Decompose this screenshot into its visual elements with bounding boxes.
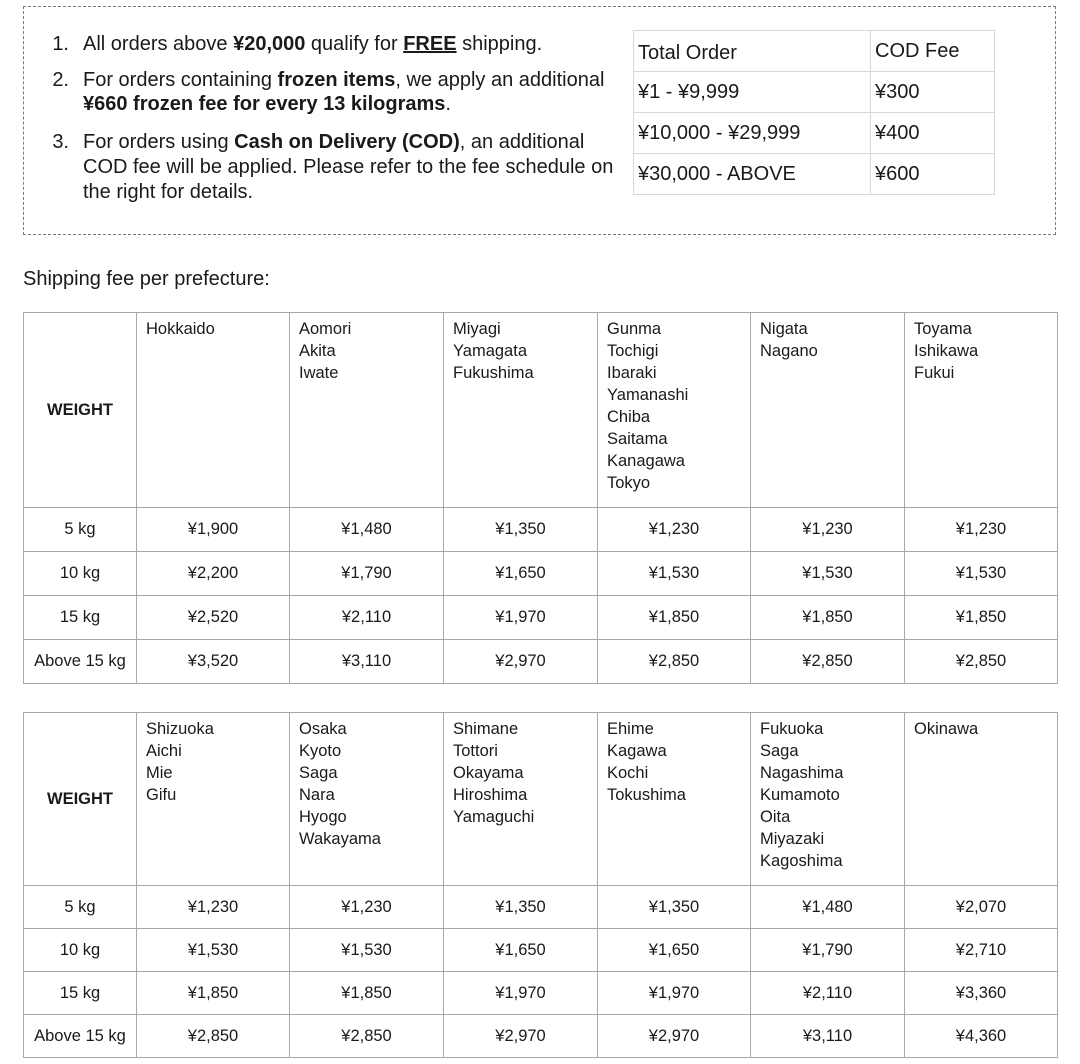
region-prefectures [751,313,905,508]
shipping-price: ¥1,970 [444,596,598,640]
note-text-bold: Cash on Delivery (COD) [234,131,460,153]
shipping-price: ¥2,850 [751,640,905,684]
prefecture-name: Gunma [607,320,662,338]
weight-row [24,972,1058,1015]
prefecture-name: Aomori [299,320,352,338]
region-header-row [24,713,1058,886]
weight-row [24,886,1058,929]
prefecture-name: Fukui [914,364,955,382]
note-text-part: shipping. [456,33,543,55]
shipping-price: ¥2,850 [905,640,1058,684]
cod-row [634,72,995,113]
shipping-price: ¥1,230 [598,508,751,552]
prefecture-name: Miyagi [453,320,501,338]
shipping-price: ¥2,850 [598,640,751,684]
shipping-price: ¥2,070 [905,886,1058,929]
note-item [49,68,624,116]
prefecture-name: Kagawa [607,742,667,760]
shipping-price: ¥1,970 [444,972,598,1015]
shipping-price: ¥2,110 [290,596,444,640]
note-text [83,131,613,203]
region-header-row [24,313,1058,508]
prefecture-name: Akita [299,342,336,360]
shipping-price: ¥1,900 [137,508,290,552]
note-text-part: For orders using [83,131,235,153]
shipping-price: ¥2,850 [137,1015,290,1058]
note-text [83,69,604,115]
cod-header-total-order: Total Order [634,31,871,72]
prefecture-name: Saitama [607,430,668,448]
weight-label: 10 kg [24,929,137,972]
weight-header: WEIGHT [24,313,137,508]
note-text-part: qualify for [305,33,404,55]
shipping-price: ¥2,200 [137,552,290,596]
prefecture-name: Toyama [914,320,972,338]
shipping-price: ¥1,350 [444,886,598,929]
prefecture-name: Kumamoto [760,786,840,804]
shipping-price: ¥1,790 [290,552,444,596]
shipping-price: ¥2,850 [290,1015,444,1058]
cod-range: ¥30,000 - ABOVE [634,154,871,195]
weight-label: 5 kg [24,886,137,929]
shipping-price: ¥4,360 [905,1015,1058,1058]
prefecture-name: Iwate [299,364,339,382]
note-text-bold: frozen items [277,69,396,91]
note-text-part: , we apply an additional [395,69,605,91]
prefecture-name: Hokkaido [146,320,215,338]
prefecture-name: Wakayama [299,830,381,848]
prefecture-name: Saga [760,742,799,760]
shipping-table-1 [23,312,1058,684]
prefecture-name: Yamaguchi [453,808,535,826]
weight-label: 15 kg [24,596,137,640]
prefecture-name: Tokushima [607,786,686,804]
shipping-price: ¥1,530 [751,552,905,596]
shipping-price: ¥1,850 [290,972,444,1015]
cod-fee: ¥600 [871,154,995,195]
region-prefectures [137,313,290,508]
shipping-price: ¥3,520 [137,640,290,684]
prefecture-name: Ibaraki [607,364,657,382]
prefecture-name: Nara [299,786,335,804]
prefecture-name: Yamanashi [607,386,689,404]
prefecture-name: Fukushima [453,364,534,382]
prefecture-name: Kyoto [299,742,342,760]
cod-fee-table [633,30,995,195]
prefecture-name: Ehime [607,720,654,738]
note-text-part: . [445,93,451,115]
cod-header-fee: COD Fee [871,31,995,72]
region-prefectures [444,313,598,508]
shipping-price: ¥1,530 [905,552,1058,596]
cod-header-row [634,31,995,72]
weight-label: 5 kg [24,508,137,552]
note-text-part: , an additional COD fee will be applied. Please refer to the fee schedule on the right for details. [83,131,614,203]
notes-list [49,32,624,205]
cod-range: ¥1 - ¥9,999 [634,72,871,113]
region-prefectures [290,713,444,886]
region-prefectures [905,313,1058,508]
prefecture-name: Shimane [453,720,519,738]
prefecture-name: Gifu [146,786,177,804]
weight-row [24,552,1058,596]
note-number: 3. [52,131,69,153]
prefecture-name: Saga [299,764,338,782]
shipping-price: ¥2,710 [905,929,1058,972]
prefecture-name: Kagoshima [760,852,843,870]
cod-row [634,113,995,154]
weight-label: 15 kg [24,972,137,1015]
shipping-price: ¥1,530 [290,929,444,972]
prefecture-name: Hyogo [299,808,347,826]
shipping-price: ¥1,650 [598,929,751,972]
note-text-part: All orders above [83,33,234,55]
note-text-bold: ¥20,000 [233,33,306,55]
note-text [83,33,542,55]
shipping-price: ¥1,850 [751,596,905,640]
shipping-price: ¥3,360 [905,972,1058,1015]
shipping-price: ¥1,530 [598,552,751,596]
shipping-price: ¥3,110 [290,640,444,684]
shipping-price: ¥1,230 [751,508,905,552]
prefecture-name: Shizuoka [146,720,214,738]
note-item [49,130,624,205]
prefecture-name: Kochi [607,764,649,782]
note-number: 2. [52,69,69,91]
prefecture-name: Nigata [760,320,808,338]
cod-fee: ¥400 [871,113,995,154]
region-prefectures [598,313,751,508]
prefecture-name: Kanagawa [607,452,685,470]
prefecture-name: Tottori [453,742,498,760]
shipping-price: ¥1,790 [751,929,905,972]
shipping-fee-title: Shipping fee per prefecture: [23,268,270,290]
shipping-price: ¥1,650 [444,929,598,972]
weight-row [24,1015,1058,1058]
shipping-price: ¥2,110 [751,972,905,1015]
prefecture-name: Okayama [453,764,524,782]
region-prefectures [905,713,1058,886]
note-text-part: For orders containing [83,69,278,91]
shipping-price: ¥2,970 [598,1015,751,1058]
shipping-price: ¥1,650 [444,552,598,596]
note-number: 1. [52,33,69,55]
region-prefectures [598,713,751,886]
shipping-price: ¥1,970 [598,972,751,1015]
prefecture-name: Ishikawa [914,342,979,360]
prefecture-name: Tochigi [607,342,659,360]
weight-header: WEIGHT [24,713,137,886]
shipping-price: ¥1,230 [290,886,444,929]
prefecture-name: Hiroshima [453,786,528,804]
region-prefectures [751,713,905,886]
prefecture-name: Miyazaki [760,830,825,848]
shipping-price: ¥1,850 [598,596,751,640]
prefecture-name: Oita [760,808,791,826]
shipping-price: ¥2,970 [444,1015,598,1058]
prefecture-name: Tokyo [607,474,651,492]
weight-label: Above 15 kg [24,1015,137,1058]
shipping-price: ¥1,230 [137,886,290,929]
region-prefectures [290,313,444,508]
shipping-price: ¥1,350 [444,508,598,552]
weight-label: Above 15 kg [24,640,137,684]
weight-row [24,640,1058,684]
prefecture-name: Okinawa [914,720,979,738]
prefecture-name: Nagashima [760,764,844,782]
cod-row [634,154,995,195]
weight-row [24,596,1058,640]
prefecture-name: Nagano [760,342,818,360]
cod-range: ¥10,000 - ¥29,999 [634,113,871,154]
prefecture-name: Fukuoka [760,720,824,738]
weight-row [24,508,1058,552]
region-prefectures [137,713,290,886]
shipping-price: ¥1,480 [290,508,444,552]
cod-fee: ¥300 [871,72,995,113]
shipping-price: ¥2,520 [137,596,290,640]
prefecture-name: Aichi [146,742,182,760]
note-text-bold: ¥660 frozen fee for every 13 kilograms [83,93,446,115]
shipping-price: ¥1,230 [905,508,1058,552]
shipping-price: ¥1,480 [751,886,905,929]
shipping-price: ¥3,110 [751,1015,905,1058]
free-highlight: FREE [403,33,457,55]
prefecture-name: Osaka [299,720,347,738]
region-prefectures [444,713,598,886]
prefecture-name: Yamagata [453,342,527,360]
weight-row [24,929,1058,972]
prefecture-name: Chiba [607,408,651,426]
prefecture-name: Mie [146,764,173,782]
shipping-price: ¥1,850 [137,972,290,1015]
shipping-price: ¥2,970 [444,640,598,684]
weight-label: 10 kg [24,552,137,596]
shipping-price: ¥1,850 [905,596,1058,640]
shipping-price: ¥1,350 [598,886,751,929]
shipping-price: ¥1,530 [137,929,290,972]
note-item [49,32,624,56]
shipping-table-2 [23,712,1058,1058]
